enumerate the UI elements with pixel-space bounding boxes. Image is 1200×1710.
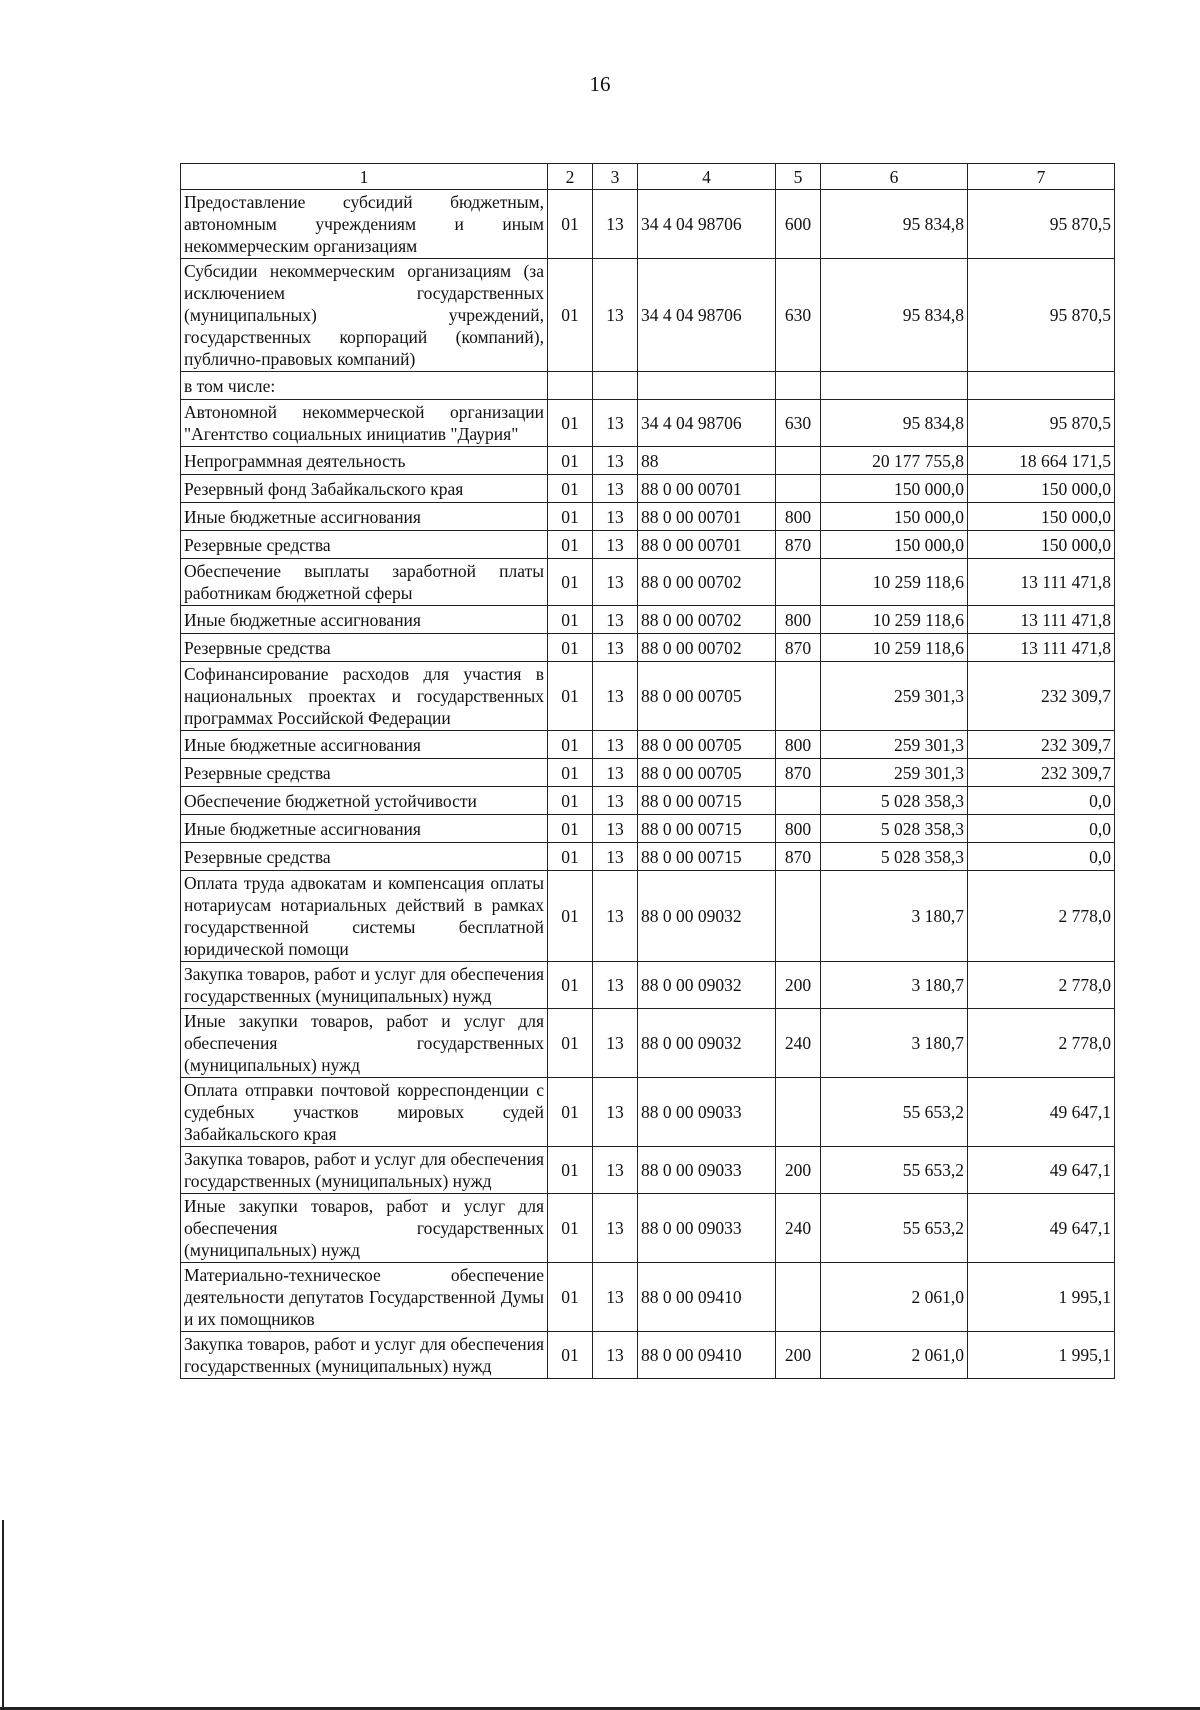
section-code-cell: 01: [548, 259, 593, 372]
section-code-cell: 01: [548, 559, 593, 606]
target-article-cell: 88 0 00 09032: [638, 962, 776, 1009]
amount-col6-cell: 20 177 755,8: [821, 447, 968, 475]
table-row: [181, 606, 1115, 634]
amount-col7-cell: 0,0: [968, 815, 1115, 843]
amount-col6-cell: 5 028 358,3: [821, 843, 968, 871]
subsection-code-cell: 13: [593, 1194, 638, 1263]
amount-col7-cell: 18 664 171,5: [968, 447, 1115, 475]
table-row: [181, 1263, 1115, 1332]
subsection-code-cell: 13: [593, 843, 638, 871]
target-article-cell: 88 0 00 00715: [638, 815, 776, 843]
target-article-cell: 88 0 00 00701: [638, 531, 776, 559]
subsection-code-cell: 13: [593, 759, 638, 787]
amount-col7-cell: 95 870,5: [968, 190, 1115, 259]
expense-type-cell: 800: [776, 815, 821, 843]
expense-type-cell: [776, 662, 821, 731]
row-name-cell: Предоставление субсидий бюджетным, автономным учреждениям и иным некоммерческим организациям: [181, 190, 548, 259]
row-name-cell: Субсидии некоммерческим организациям (за исключением государственных (муниципальных) учреждений, государственных корпораций (компаний), публично-правовых компаний): [181, 259, 548, 372]
subsection-code-cell: 13: [593, 1078, 638, 1147]
amount-col7-cell: 2 778,0: [968, 871, 1115, 962]
row-name-cell: Резервные средства: [181, 531, 548, 559]
table-row: [181, 475, 1115, 503]
amount-col7-cell: 13 111 471,8: [968, 634, 1115, 662]
section-code-cell: 01: [548, 815, 593, 843]
table-row: [181, 731, 1115, 759]
scan-edge-mark: [2, 1520, 4, 1710]
subsection-code-cell: 13: [593, 447, 638, 475]
amount-col6-cell: 259 301,3: [821, 731, 968, 759]
table-row: [181, 843, 1115, 871]
target-article-cell: 88 0 00 09033: [638, 1194, 776, 1263]
expense-type-cell: 800: [776, 731, 821, 759]
subsection-code-cell: 13: [593, 1263, 638, 1332]
column-header: 5: [776, 164, 821, 190]
subsection-code-cell: 13: [593, 531, 638, 559]
amount-col7-cell: 0,0: [968, 843, 1115, 871]
row-name-cell: Обеспечение выплаты заработной платы работникам бюджетной сферы: [181, 559, 548, 606]
amount-col7-cell: 232 309,7: [968, 662, 1115, 731]
row-name-cell: Резервные средства: [181, 759, 548, 787]
row-name-cell: Закупка товаров, работ и услуг для обеспечения государственных (муниципальных) нужд: [181, 1332, 548, 1379]
target-article-cell: 88 0 00 00701: [638, 503, 776, 531]
table-row: [181, 531, 1115, 559]
section-code-cell: 01: [548, 531, 593, 559]
amount-col6-cell: 55 653,2: [821, 1078, 968, 1147]
section-code-cell: 01: [548, 400, 593, 447]
section-code-cell: 01: [548, 731, 593, 759]
table-body: [181, 190, 1115, 1379]
column-header: 2: [548, 164, 593, 190]
amount-col6-cell: 150 000,0: [821, 503, 968, 531]
section-code-cell: 01: [548, 962, 593, 1009]
amount-col7-cell: 95 870,5: [968, 259, 1115, 372]
amount-col7-cell: 232 309,7: [968, 731, 1115, 759]
table-row: [181, 190, 1115, 259]
amount-col6-cell: 3 180,7: [821, 1009, 968, 1078]
subsection-code-cell: 13: [593, 400, 638, 447]
expense-type-cell: 200: [776, 1147, 821, 1194]
table-row: [181, 1332, 1115, 1379]
amount-col7-cell: 1 995,1: [968, 1263, 1115, 1332]
target-article-cell: [638, 372, 776, 400]
row-name-cell: в том числе:: [181, 372, 548, 400]
amount-col7-cell: 49 647,1: [968, 1147, 1115, 1194]
column-header: 1: [181, 164, 548, 190]
amount-col6-cell: 3 180,7: [821, 871, 968, 962]
target-article-cell: 88 0 00 09032: [638, 1009, 776, 1078]
expense-type-cell: 870: [776, 843, 821, 871]
table-row: [181, 447, 1115, 475]
target-article-cell: 88 0 00 00702: [638, 606, 776, 634]
expense-type-cell: 870: [776, 634, 821, 662]
table-row: [181, 759, 1115, 787]
target-article-cell: 88 0 00 00702: [638, 634, 776, 662]
amount-col6-cell: 55 653,2: [821, 1194, 968, 1263]
amount-col6-cell: 95 834,8: [821, 190, 968, 259]
table-row: [181, 634, 1115, 662]
target-article-cell: 88 0 00 09032: [638, 871, 776, 962]
expense-type-cell: [776, 871, 821, 962]
table-header-row: [181, 164, 1115, 190]
table-row: [181, 503, 1115, 531]
expense-type-cell: [776, 787, 821, 815]
subsection-code-cell: 13: [593, 1009, 638, 1078]
target-article-cell: 88 0 00 00701: [638, 475, 776, 503]
expense-type-cell: 600: [776, 190, 821, 259]
amount-col6-cell: 3 180,7: [821, 962, 968, 1009]
section-code-cell: [548, 372, 593, 400]
amount-col6-cell: 150 000,0: [821, 531, 968, 559]
row-name-cell: Иные закупки товаров, работ и услуг для обеспечения государственных (муниципальных) нужд: [181, 1009, 548, 1078]
section-code-cell: 01: [548, 1147, 593, 1194]
subsection-code-cell: 13: [593, 559, 638, 606]
target-article-cell: 88 0 00 00705: [638, 759, 776, 787]
target-article-cell: 88 0 00 09410: [638, 1332, 776, 1379]
column-header: 7: [968, 164, 1115, 190]
expense-type-cell: 200: [776, 962, 821, 1009]
amount-col6-cell: 259 301,3: [821, 662, 968, 731]
amount-col7-cell: 2 778,0: [968, 1009, 1115, 1078]
column-header: 6: [821, 164, 968, 190]
section-code-cell: 01: [548, 503, 593, 531]
section-code-cell: 01: [548, 634, 593, 662]
amount-col7-cell: 95 870,5: [968, 400, 1115, 447]
target-article-cell: 88 0 00 00705: [638, 662, 776, 731]
section-code-cell: 01: [548, 190, 593, 259]
expense-type-cell: [776, 372, 821, 400]
amount-col7-cell: 150 000,0: [968, 531, 1115, 559]
target-article-cell: 88 0 00 09033: [638, 1147, 776, 1194]
row-name-cell: Резервный фонд Забайкальского края: [181, 475, 548, 503]
target-article-cell: 88 0 00 09410: [638, 1263, 776, 1332]
subsection-code-cell: 13: [593, 634, 638, 662]
expense-type-cell: 870: [776, 531, 821, 559]
amount-col6-cell: 5 028 358,3: [821, 787, 968, 815]
subsection-code-cell: 13: [593, 787, 638, 815]
subsection-code-cell: 13: [593, 962, 638, 1009]
table-row: [181, 1147, 1115, 1194]
amount-col7-cell: 232 309,7: [968, 759, 1115, 787]
amount-col7-cell: 13 111 471,8: [968, 559, 1115, 606]
subsection-code-cell: 13: [593, 1332, 638, 1379]
target-article-cell: 34 4 04 98706: [638, 259, 776, 372]
amount-col6-cell: 5 028 358,3: [821, 815, 968, 843]
row-name-cell: Закупка товаров, работ и услуг для обеспечения государственных (муниципальных) нужд: [181, 1147, 548, 1194]
row-name-cell: Материально-техническое обеспечение деятельности депутатов Государственной Думы и их помощников: [181, 1263, 548, 1332]
amount-col7-cell: 0,0: [968, 787, 1115, 815]
target-article-cell: 34 4 04 98706: [638, 400, 776, 447]
target-article-cell: 88 0 00 09033: [638, 1078, 776, 1147]
amount-col7-cell: 13 111 471,8: [968, 606, 1115, 634]
target-article-cell: 88 0 00 00715: [638, 787, 776, 815]
target-article-cell: 88 0 00 00705: [638, 731, 776, 759]
expense-type-cell: 200: [776, 1332, 821, 1379]
amount-col6-cell: 10 259 118,6: [821, 606, 968, 634]
amount-col6-cell: 259 301,3: [821, 759, 968, 787]
page-number: 16: [589, 72, 611, 96]
subsection-code-cell: 13: [593, 475, 638, 503]
expense-type-cell: [776, 559, 821, 606]
target-article-cell: 88 0 00 00715: [638, 843, 776, 871]
expense-type-cell: 240: [776, 1194, 821, 1263]
amount-col7-cell: [968, 372, 1115, 400]
expense-type-cell: [776, 475, 821, 503]
target-article-cell: 34 4 04 98706: [638, 190, 776, 259]
expense-type-cell: [776, 1263, 821, 1332]
amount-col6-cell: 150 000,0: [821, 475, 968, 503]
subsection-code-cell: 13: [593, 1147, 638, 1194]
subsection-code-cell: [593, 372, 638, 400]
amount-col6-cell: [821, 372, 968, 400]
section-code-cell: 01: [548, 787, 593, 815]
amount-col7-cell: 150 000,0: [968, 503, 1115, 531]
subsection-code-cell: 13: [593, 190, 638, 259]
amount-col6-cell: 10 259 118,6: [821, 634, 968, 662]
section-code-cell: 01: [548, 1009, 593, 1078]
section-code-cell: 01: [548, 447, 593, 475]
table-row: [181, 259, 1115, 372]
expense-type-cell: 800: [776, 606, 821, 634]
section-code-cell: 01: [548, 843, 593, 871]
table-row: [181, 815, 1115, 843]
amount-col7-cell: 150 000,0: [968, 475, 1115, 503]
expense-type-cell: 630: [776, 259, 821, 372]
table-row: [181, 1194, 1115, 1263]
amount-col6-cell: 55 653,2: [821, 1147, 968, 1194]
row-name-cell: Закупка товаров, работ и услуг для обеспечения государственных (муниципальных) нужд: [181, 962, 548, 1009]
expense-type-cell: 800: [776, 503, 821, 531]
section-code-cell: 01: [548, 871, 593, 962]
section-code-cell: 01: [548, 475, 593, 503]
amount-col7-cell: 49 647,1: [968, 1078, 1115, 1147]
amount-col7-cell: 49 647,1: [968, 1194, 1115, 1263]
expense-type-cell: 240: [776, 1009, 821, 1078]
table-row: [181, 962, 1115, 1009]
subsection-code-cell: 13: [593, 815, 638, 843]
expense-type-cell: [776, 447, 821, 475]
subsection-code-cell: 13: [593, 503, 638, 531]
section-code-cell: 01: [548, 1332, 593, 1379]
amount-col6-cell: 2 061,0: [821, 1332, 968, 1379]
column-header: 3: [593, 164, 638, 190]
expense-type-cell: [776, 1078, 821, 1147]
amount-col6-cell: 10 259 118,6: [821, 559, 968, 606]
section-code-cell: 01: [548, 1194, 593, 1263]
row-name-cell: Обеспечение бюджетной устойчивости: [181, 787, 548, 815]
section-code-cell: 01: [548, 1263, 593, 1332]
amount-col7-cell: 1 995,1: [968, 1332, 1115, 1379]
subsection-code-cell: 13: [593, 606, 638, 634]
row-name-cell: Иные бюджетные ассигнования: [181, 503, 548, 531]
section-code-cell: 01: [548, 1078, 593, 1147]
column-header: 4: [638, 164, 776, 190]
table-row: [181, 372, 1115, 400]
budget-table: [180, 163, 1115, 1379]
table-row: [181, 1009, 1115, 1078]
table-row: [181, 1078, 1115, 1147]
amount-col6-cell: 95 834,8: [821, 400, 968, 447]
target-article-cell: 88 0 00 00702: [638, 559, 776, 606]
section-code-cell: 01: [548, 759, 593, 787]
row-name-cell: Оплата отправки почтовой корреспонденции с судебных участков мировых судей Забайкальского края: [181, 1078, 548, 1147]
amount-col6-cell: 95 834,8: [821, 259, 968, 372]
table-row: [181, 787, 1115, 815]
row-name-cell: Иные бюджетные ассигнования: [181, 815, 548, 843]
table-row: [181, 559, 1115, 606]
row-name-cell: Резервные средства: [181, 843, 548, 871]
amount-col6-cell: 2 061,0: [821, 1263, 968, 1332]
table-row: [181, 400, 1115, 447]
row-name-cell: Иные бюджетные ассигнования: [181, 731, 548, 759]
section-code-cell: 01: [548, 662, 593, 731]
row-name-cell: Непрограммная деятельность: [181, 447, 548, 475]
table-row: [181, 871, 1115, 962]
row-name-cell: Софинансирование расходов для участия в национальных проектах и государственных программах Российской Федерации: [181, 662, 548, 731]
subsection-code-cell: 13: [593, 731, 638, 759]
row-name-cell: Автономной некоммерческой организации "Агентство социальных инициатив "Даурия": [181, 400, 548, 447]
subsection-code-cell: 13: [593, 662, 638, 731]
subsection-code-cell: 13: [593, 259, 638, 372]
expense-type-cell: 630: [776, 400, 821, 447]
expense-type-cell: 870: [776, 759, 821, 787]
section-code-cell: 01: [548, 606, 593, 634]
subsection-code-cell: 13: [593, 871, 638, 962]
amount-col7-cell: 2 778,0: [968, 962, 1115, 1009]
row-name-cell: Оплата труда адвокатам и компенсация оплаты нотариусам нотариальных действий в рамках государственной системы бесплатной юридической помощи: [181, 871, 548, 962]
table-row: [181, 662, 1115, 731]
target-article-cell: 88: [638, 447, 776, 475]
row-name-cell: Резервные средства: [181, 634, 548, 662]
row-name-cell: Иные бюджетные ассигнования: [181, 606, 548, 634]
row-name-cell: Иные закупки товаров, работ и услуг для обеспечения государственных (муниципальных) нужд: [181, 1194, 548, 1263]
